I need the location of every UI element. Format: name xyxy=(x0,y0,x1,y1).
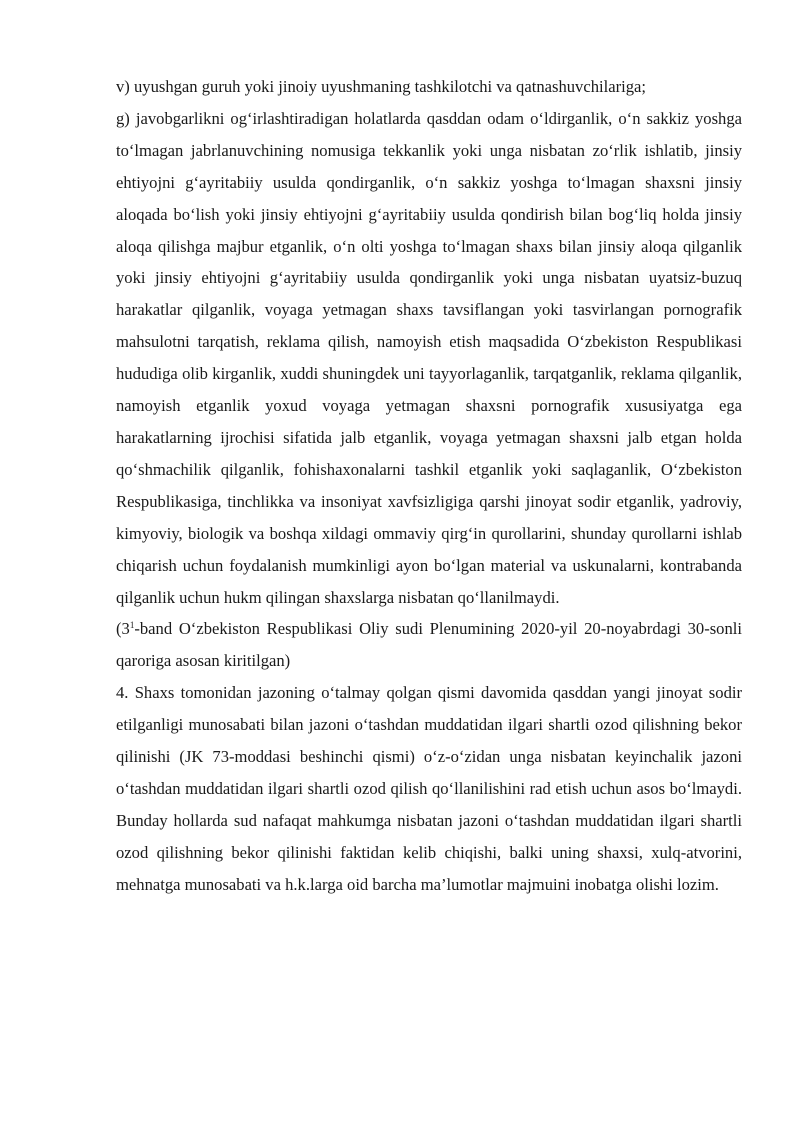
paragraph-g: g) javobgarlikni og‘irlashtiradigan holatlarda qasddan odam o‘ldirganlik, o‘n sakkiz yoshga to‘lmagan jabrlanuvchining nomusiga tekkanlik yoki unga nisbatan zo‘rlik ishlatib, jinsiy ehtiyojni g‘ayritabiiy usulda qondirganlik, o‘n sakkiz yoshga to‘lmagan shaxsni jinsiy aloqada bo‘lish yoki jinsiy ehtiyojni g‘ayritabiiy usulda qondirish bilan bog‘liq holda jinsiy aloqa qilishga majbur etganlik, o‘n olti yoshga to‘lmagan shaxs bilan jinsiy aloqa qilganlik yoki jinsiy ehtiyojni g‘ayritabiiy usulda qondirganlik yoki unga nisbatan uyatsiz-buzuq harakatlar qilganlik, voyaga yetmagan shaxs tavsiflangan yoki tasvirlangan pornografik mahsulotni tarqatish, reklama qilish, namoyish etish maqsadida O‘zbekiston Respublikasi hududiga olib kirganlik, xuddi shuningdek uni tayyorlaganlik, tarqatganlik, reklama qilganlik, namoyish etganlik yoxud voyaga yetmagan shaxsni pornografik xususiyatga ega harakatlarning ijrochisi sifatida jalb etganlik, voyaga yetmagan shaxsni jalb etgan holda qo‘shmachilik qilganlik, fohishaxonalarni tashkil etganlik yoki saqlaganlik, O‘zbekiston Respublikasiga, tinchlikka va insoniyat xavfsizligiga qarshi jinoyat sodir etganlik, yadroviy, kimyoviy, biologik va boshqa xildagi ommaviy qirg‘in qurollarini, shunday qurollarni ishlab chiqarish uchun foydalanish mumkinligi ayon bo‘lgan material va uskunalarni, kontrabanda qilganlik uchun hukm qilingan shaxslarga nisbatan qo‘llanilmaydi. xyxy=(116,108,742,607)
note-superscript: 1 xyxy=(129,620,135,631)
paragraph-v: v) uyushgan guruh yoki jinoiy uyushmaning tashkilotchi va qatnashuvchilariga; xyxy=(116,77,646,96)
paragraph-4: 4. Shaxs tomonidan jazoning o‘talmay qolgan qismi davomida qasddan yangi jinoyat sodir etilganligi munosabati bilan jazoni o‘tashdan muddatidan ilgari shartli ozod qilishning bekor qilinishi (JK 73-moddasi beshinchi qismi) o‘z-o‘zidan unga nisbatan keyinchalik jazoni o‘tashdan muddatidan ilgari shartli ozod qilish qo‘llanilishini rad etish uchun asos bo‘lmaydi. Bunday hollarda sud nafaqat mahkumga nisbatan jazoni o‘tashdan muddatidan ilgari shartli ozod qilishning bekor qilinishi faktidan kelib chiqishi, balki uning shaxsi, xulq-atvorini, mehnatga munosabati va h.k.larga oid barcha ma’lumotlar majmuini inobatga olishi lozim. xyxy=(116,683,742,894)
note-rest: -band O‘zbekiston Respublikasi Oliy sudi Plenumining 2020-yil 20-noyabrdagi 30-sonli qaroriga asosan kiritilgan) xyxy=(116,619,742,671)
note-open: (3 xyxy=(116,619,130,639)
document-page xyxy=(116,71,742,901)
amendment-note xyxy=(116,613,742,677)
